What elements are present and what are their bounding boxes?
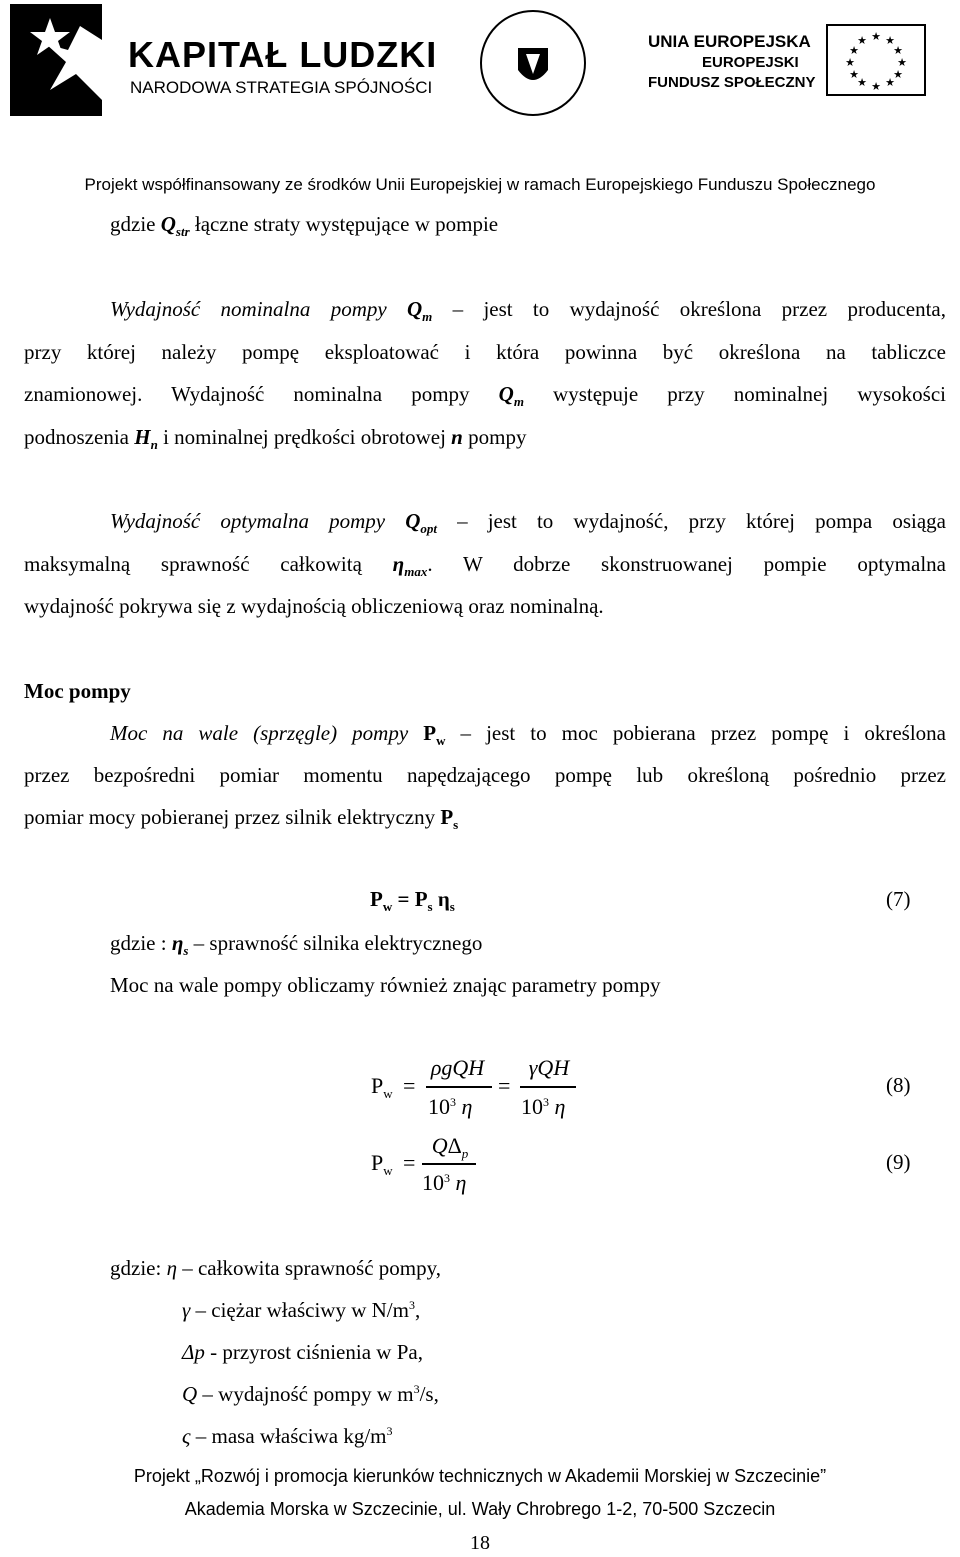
equation-9-number: (9) — [886, 1150, 911, 1174]
paragraph-power-from-params: Moc na wale pompy obliczamy również znając parametry pompy — [110, 973, 661, 997]
eu-flag-icon — [826, 24, 926, 96]
page-number: 18 — [470, 1532, 490, 1554]
akademia-morska-seal — [478, 8, 588, 118]
svg-text:★: ★ — [897, 56, 907, 69]
paragraph-losses: gdzie $Q_{str}$ łączne straty występujące w pompie — [110, 212, 499, 239]
svg-text:★: ★ — [849, 44, 859, 57]
svg-text:★: ★ — [885, 76, 895, 89]
svg-text:★: ★ — [871, 80, 881, 93]
svg-text:★: ★ — [857, 76, 867, 89]
footer-project: Projekt „Rozwój i promocja kierunków technicznych w Akademii Morskiej w Szczecinie” — [133, 1466, 827, 1486]
svg-text:★: ★ — [885, 34, 895, 47]
eu-logo — [648, 20, 948, 110]
fraction-bar — [426, 1086, 492, 1088]
kapital-ludzki-logo — [10, 4, 438, 116]
svg-text:★: ★ — [857, 34, 867, 47]
fraction-bar — [520, 1086, 576, 1088]
fraction-bar — [422, 1163, 476, 1165]
svg-text:★: ★ — [893, 44, 903, 57]
kapital-ludzki-star-icon — [10, 4, 120, 116]
akademia-morska-seal-icon — [478, 8, 588, 118]
motor-efficiency-note: gdzie : $\eta_s$ – sprawność silnika elektrycznego — [110, 931, 483, 958]
kapital-ludzki-subtitle: NARODOWA STRATEGIA SPÓJNOŚCI — [130, 78, 433, 97]
svg-text:★: ★ — [849, 68, 859, 81]
equation-8-number: (8) — [886, 1073, 911, 1097]
eu-line2: EUROPEJSKI — [702, 54, 799, 71]
equation-7: $P_w = P_s$ $\eta_s$ — [370, 887, 455, 914]
svg-text:★: ★ — [845, 56, 855, 69]
equation-7-number: (7) — [886, 887, 911, 911]
cofinance-banner: Projekt współfinansowany ze środków Unii Europejskiej w ramach Europejskiego Funduszu Społecznego — [84, 175, 876, 194]
footer-address: Akademia Morska w Szczecinie, ul. Wały Chrobrego 1-2, 70-500 Szczecin — [184, 1499, 776, 1519]
svg-text:★: ★ — [893, 68, 903, 81]
svg-text:★: ★ — [871, 30, 881, 43]
eu-line3: FUNDUSZ SPOŁECZNY — [648, 74, 816, 91]
kapital-ludzki-title: KAPITAŁ LUDZKI — [128, 34, 438, 75]
section-heading: Moc pompy — [24, 679, 131, 703]
eu-line1: UNIA EUROPEJSKA — [648, 32, 811, 51]
